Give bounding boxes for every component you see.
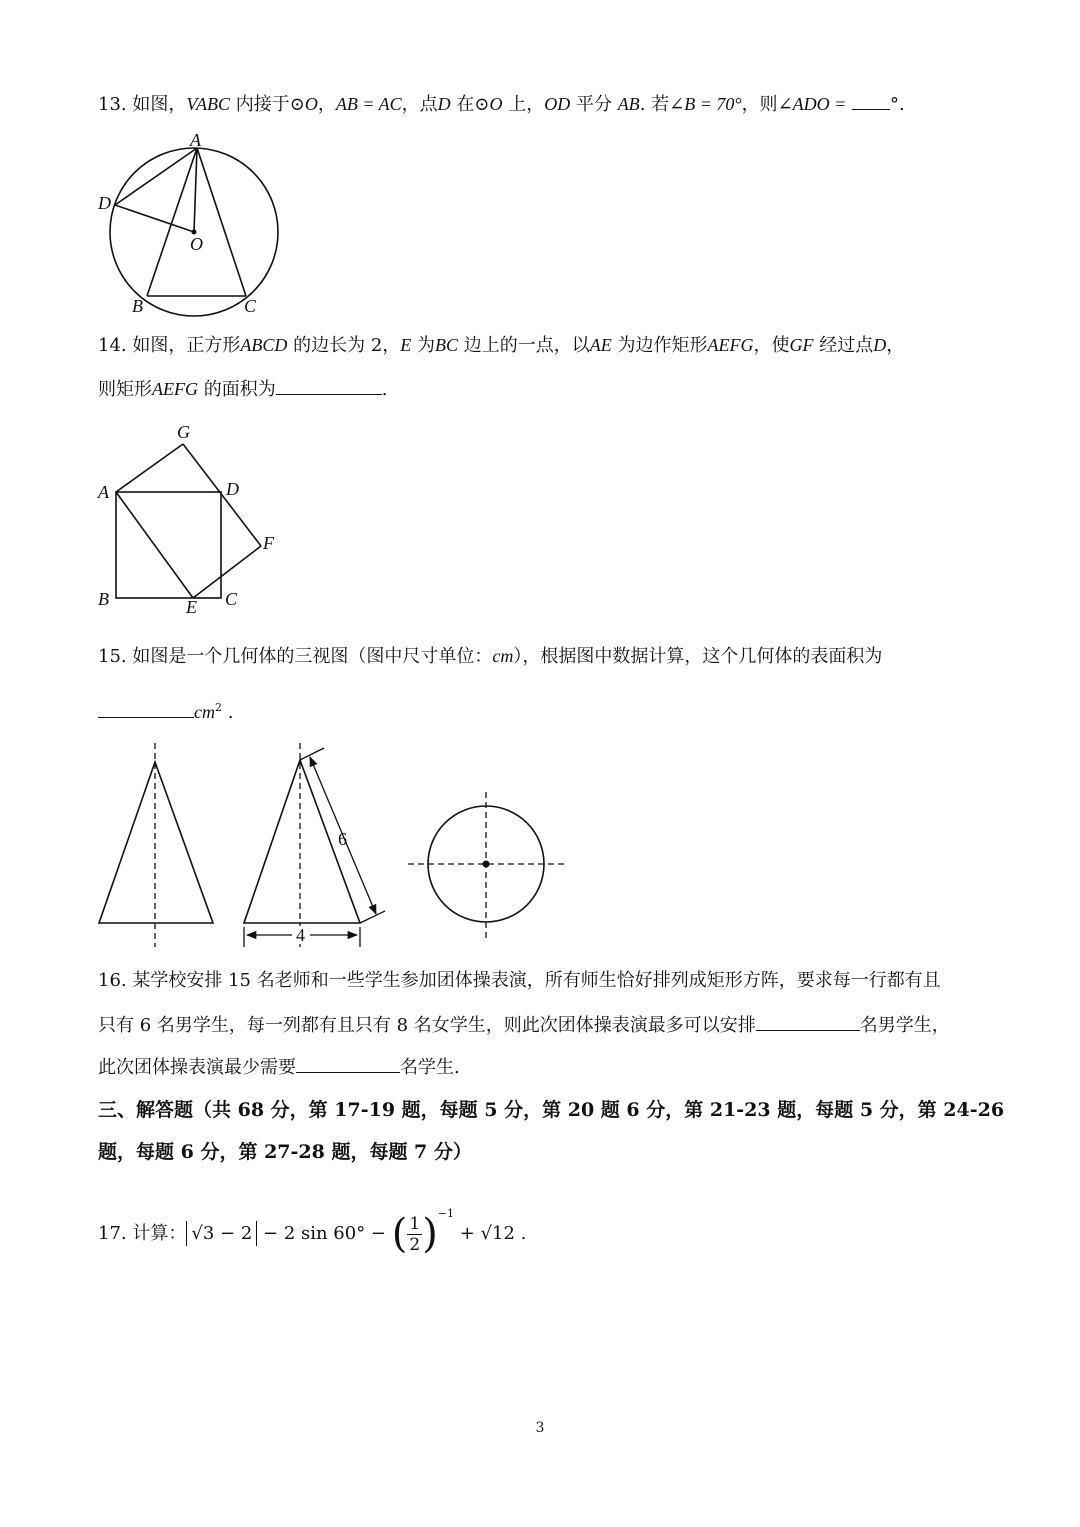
label-D: D — [226, 479, 239, 499]
slant-dimension-label: 6 — [338, 829, 347, 849]
label-C: C — [244, 296, 257, 316]
section-3-heading-line1: 三、解答题（共 68 分，第 17-19 题，每题 5 分，第 20 题 6 分，第 21-23 题，每题 5 分，第 24-26 — [98, 1099, 1005, 1121]
q13-figure — [90, 128, 290, 320]
q15-text-line2: $cm^2$ . — [98, 696, 233, 725]
square-abcd — [116, 492, 221, 598]
label-D: D — [98, 193, 111, 213]
q16-answer-blank-2[interactable] — [296, 1054, 400, 1073]
q16-text-line1: 16. 某学校安排 15 名老师和一些学生参加团体操表演，所有师生恰好排列成矩形方阵，要求每一行都有且 — [98, 970, 941, 991]
q17-fraction: $\frac{1}{2}$ — [409, 1213, 421, 1255]
page-number: 3 — [535, 1420, 545, 1436]
q15-three-views — [90, 740, 580, 955]
q14-answer-blank[interactable] — [276, 376, 382, 395]
q16-answer-blank-1[interactable] — [756, 1012, 860, 1031]
q13-text: 13. 如图，VABC 内接于⊙O，AB = AC，点D 在⊙O 上，OD 平分 AB. 若∠B = 70°，则∠ADO = °. — [98, 91, 905, 117]
label-B: B — [132, 296, 143, 316]
q14-figure — [90, 418, 290, 618]
section-3-heading-line2: 题，每题 6 分，第 27-28 题，每题 7 分） — [98, 1141, 472, 1163]
label-A: A — [98, 482, 109, 502]
q15-answer-blank[interactable] — [98, 699, 194, 718]
side-view — [244, 743, 385, 947]
label-F: F — [263, 533, 274, 553]
q16-text-line3: 此次团体操表演最少需要 名学生. — [98, 1054, 460, 1080]
label-C: C — [225, 589, 238, 609]
label-E: E — [186, 597, 197, 617]
label-A: A — [190, 130, 201, 150]
q14-text-line1: 14. 如图，正方形ABCD 的边长为 2，E 为BC 边上的一点，以AE 为边作矩形AEFG，使GF 经过点D， — [98, 335, 905, 356]
label-G: G — [177, 422, 190, 442]
label-B: B — [98, 589, 109, 609]
q14-text-line2: 则矩形AEFG 的面积为 . — [98, 376, 387, 402]
front-view — [99, 743, 213, 947]
q17-expression: 17. 计算： √3 − 2 − 2 sin 60° − ( $\frac{1}{2}$ )$^{-1}$ + √12 . — [98, 1207, 527, 1257]
q15-text-line1: 15. 如图是一个几何体的三视图（图中尺寸单位：cm），根据图中数据计算，这个几何体的表面积为 — [98, 646, 883, 667]
label-O: O — [190, 234, 203, 254]
q13-answer-blank[interactable] — [852, 91, 890, 110]
base-dimension-label: 4 — [296, 925, 305, 945]
top-view — [408, 792, 564, 938]
q16-text-line2: 只有 6 名男学生，每一列都有且只有 8 名女学生，则此次团体操表演最多可以安排 名男学生， — [98, 1012, 950, 1038]
